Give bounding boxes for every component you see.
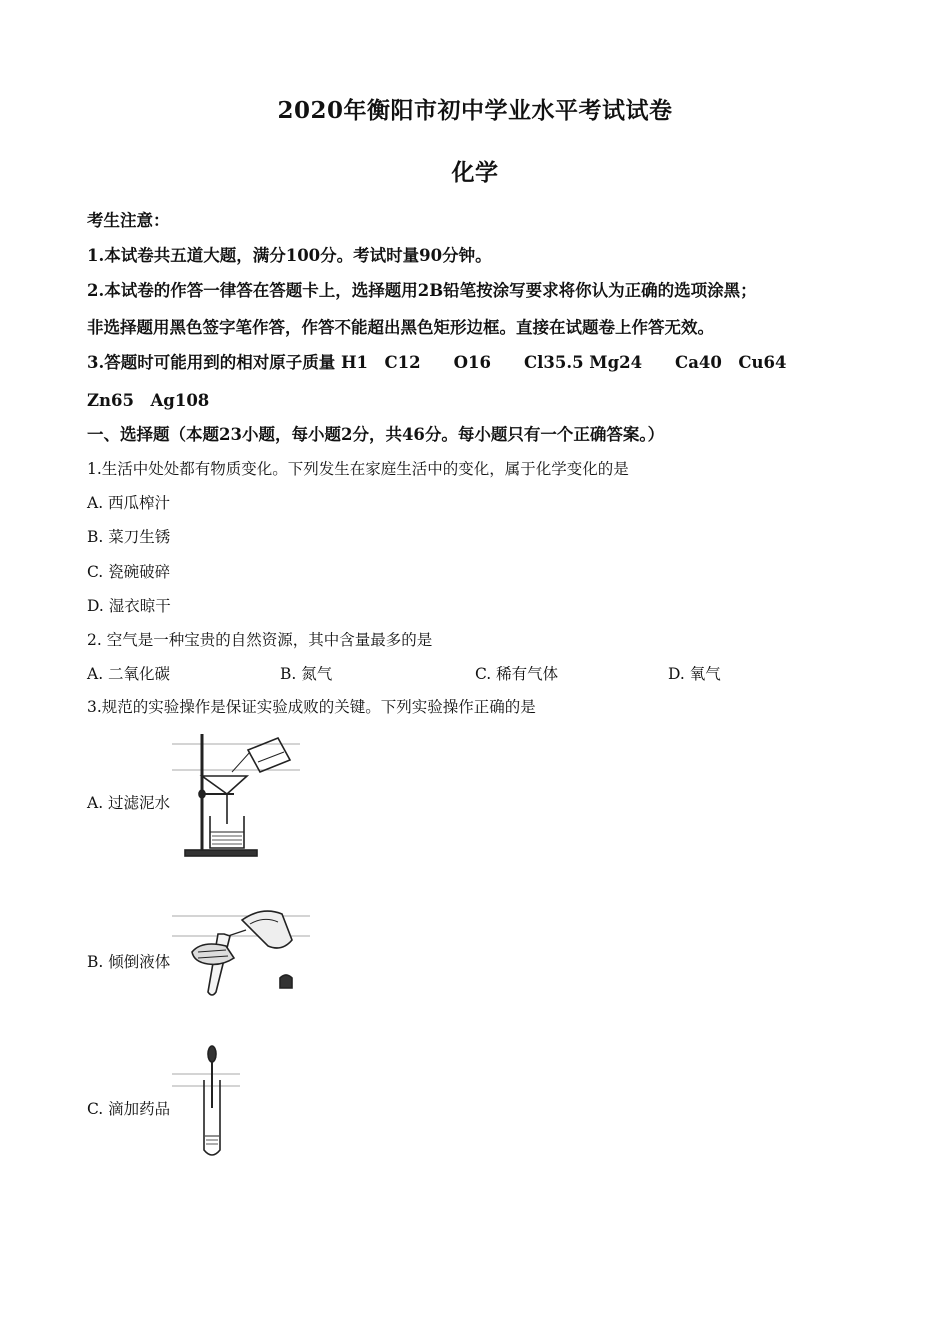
filtration-apparatus-figure	[172, 728, 302, 860]
notice-item-3-line-2: Zn65 Ag108	[87, 391, 210, 410]
question-3-option-c: C. 滴加药品	[87, 1100, 171, 1118]
question-3-stem: 3.规范的实验操作是保证实验成败的关键。下列实验操作正确的是	[87, 698, 536, 716]
notice-item-2-line-1: 2.本试卷的作答一律答在答题卡上，选择题用2B铅笔按涂写要求将你认为正确的选项涂黑；	[87, 281, 757, 300]
question-1-option-a: A. 西瓜榨汁	[87, 494, 171, 512]
notice-item-3-line-1: 3.答题时可能用到的相对原子质量 H1 C12 O16 Cl35.5 Mg24 Ca40 Cu64	[87, 353, 787, 372]
notice-item-2-line-2: 非选择题用黑色签字笔作答，作答不能超出黑色矩形边框。直接在试题卷上作答无效。	[87, 318, 714, 337]
question-2-option-b: B. 氮气	[280, 665, 333, 683]
section-1-heading: 一、选择题（本题23小题，每小题2分，共46分。每小题只有一个正确答案。）	[87, 425, 665, 444]
dropper-test-tube-figure	[172, 1044, 242, 1162]
question-3-option-b: B. 倾倒液体	[87, 953, 171, 971]
question-1-option-d: D. 湿衣晾干	[87, 597, 171, 615]
question-1-option-c: C. 瓷碗破碎	[87, 563, 171, 581]
notice-item-1: 1.本试卷共五道大题，满分100分。考试时量90分钟。	[87, 246, 492, 265]
question-2-option-c: C. 稀有气体	[475, 665, 559, 683]
question-1-option-b: B. 菜刀生锈	[87, 528, 171, 546]
subject-title: 化学	[451, 159, 499, 186]
question-2-stem: 2. 空气是一种宝贵的自然资源，其中含量最多的是	[87, 631, 433, 649]
question-2-option-d: D. 氧气	[668, 665, 721, 683]
exam-title: 2020年衡阳市初中学业水平考试试卷	[277, 97, 673, 124]
question-3-option-a: A. 过滤泥水	[87, 794, 171, 812]
notice-heading: 考生注意：	[87, 211, 170, 230]
question-2-option-a: A. 二氧化碳	[87, 665, 171, 683]
pouring-liquid-figure	[172, 906, 312, 1006]
question-1-stem: 1.生活中处处都有物质变化。下列发生在家庭生活中的变化，属于化学变化的是	[87, 460, 629, 478]
